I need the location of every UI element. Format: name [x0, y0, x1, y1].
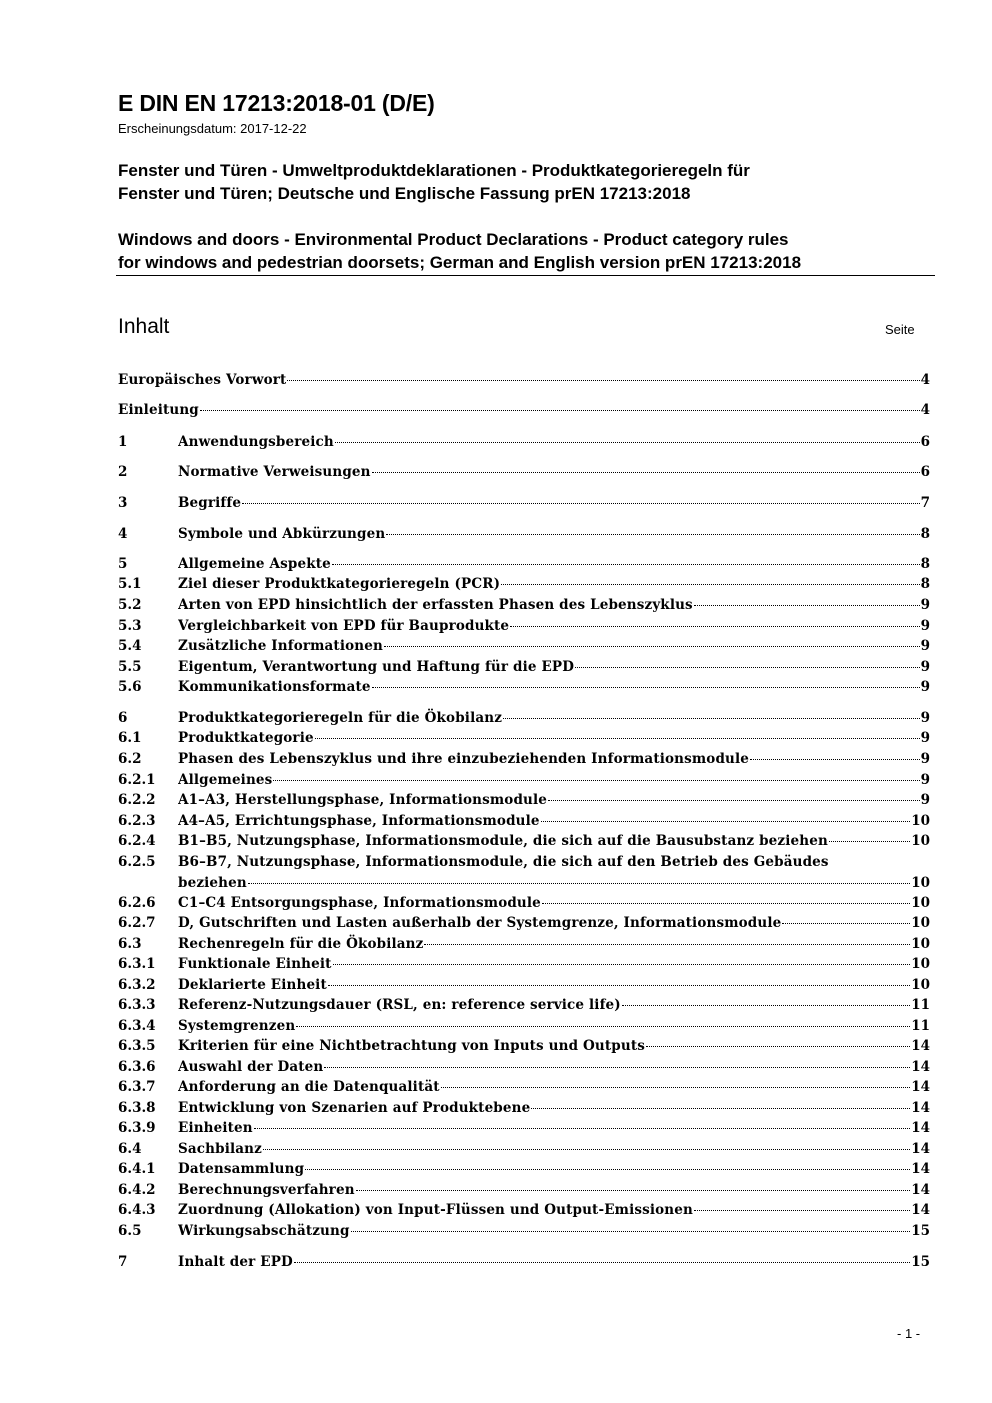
toc-entry-page: 10 [911, 895, 930, 911]
toc-dot-leader [622, 1004, 910, 1006]
toc-entry-number: 2 [118, 464, 128, 480]
toc-dot-leader [328, 984, 910, 986]
toc-entry-page: 6 [920, 434, 930, 450]
toc-heading: Inhalt [118, 315, 170, 338]
toc-dot-leader [510, 625, 919, 627]
title-german-line-1: Fenster und Türen - Umweltproduktdeklarationen - Produktkategorieregeln für [118, 161, 750, 180]
toc-entry-number: 6.5 [118, 1223, 142, 1239]
toc-entry-title: Auswahl der Daten [178, 1059, 324, 1075]
toc-entry[interactable] [118, 677, 930, 697]
toc-entry-page: 10 [911, 977, 930, 993]
toc-entry-title: Zuordnung (Allokation) von Input-Flüssen und Output-Emissionen [178, 1202, 693, 1218]
toc-entry-number: 6.3.5 [118, 1038, 156, 1054]
toc-entry-number: 6.3.2 [118, 977, 156, 993]
toc-dot-leader [503, 717, 920, 719]
toc-entry[interactable] [118, 493, 930, 513]
title-english-line-2: for windows and pedestrian doorsets; German and English version prEN 17213:2018 [118, 253, 802, 272]
toc-entry-page: 9 [920, 730, 930, 746]
toc-entry-title: C1–C4 Entsorgungsphase, Informationsmodule [178, 895, 541, 911]
toc-entry-page: 10 [911, 813, 930, 829]
toc-entry-continuation[interactable] [118, 873, 930, 893]
toc-entry-title: A4–A5, Errichtungsphase, Informationsmodule [178, 813, 540, 829]
toc-entry[interactable] [118, 524, 930, 544]
toc-entry-title: Eigentum, Verantwortung und Haftung für die EPD [178, 659, 575, 675]
toc-entry-page: 10 [911, 915, 930, 931]
title-german [118, 159, 938, 205]
toc-dot-leader [424, 943, 910, 945]
toc-entry[interactable] [118, 462, 930, 482]
toc-entry-number: 6.2.3 [118, 813, 156, 829]
toc-entry-number: 6.4 [118, 1141, 142, 1157]
title-german-line-2: Fenster und Türen; Deutsche und Englische Fassung prEN 17213:2018 [118, 184, 691, 203]
toc-entry[interactable] [118, 708, 930, 728]
toc-dot-leader [356, 1189, 911, 1191]
toc-dot-leader [782, 922, 910, 924]
toc-entry-title: Phasen des Lebenszyklus und ihre einzubeziehenden Informationsmodule [178, 751, 750, 767]
toc-dot-leader [254, 1127, 910, 1129]
toc-entry-title-continuation: beziehen [178, 875, 247, 891]
toc-entry[interactable] [118, 657, 930, 677]
document-id: E DIN EN 17213:2018-01 (D/E) [118, 90, 435, 116]
toc-entry-number: 6.3.9 [118, 1120, 156, 1136]
toc-entry-title: Kommunikationsformate [178, 679, 371, 695]
toc-entry-number: 5.5 [118, 659, 142, 675]
toc-entry-page: 10 [911, 833, 930, 849]
toc-entry-title: Systemgrenzen [178, 1018, 296, 1034]
toc-entry-page: 15 [911, 1223, 930, 1239]
toc-entry-title: D, Gutschriften und Lasten außerhalb der Systemgrenze, Informationsmodule [178, 915, 782, 931]
toc-entry[interactable] [118, 554, 930, 574]
toc-entry[interactable] [118, 1252, 930, 1272]
toc-entry-page: 14 [911, 1161, 930, 1177]
toc-entry-page: 15 [911, 1254, 930, 1270]
toc-entry-page: 7 [920, 495, 930, 511]
toc-entry-title: Anforderung an die Datenqualität [178, 1079, 440, 1095]
toc-dot-leader [335, 441, 920, 443]
toc-dot-leader [694, 1209, 910, 1211]
toc-entry-page: 14 [911, 1038, 930, 1054]
toc-entry[interactable] [118, 1200, 930, 1220]
toc-dot-leader [750, 758, 920, 760]
toc-entry-title: A1–A3, Herstellungsphase, Informationsmodule [178, 792, 548, 808]
toc-entry-title: Anwendungsbereich [178, 434, 334, 450]
toc-dot-leader [200, 409, 920, 411]
toc-entry-title: Produktkategorie [178, 730, 314, 746]
publication-date: Erscheinungsdatum: 2017-12-22 [118, 121, 307, 136]
toc-entry-page: 6 [920, 464, 930, 480]
toc-entry-page: 4 [920, 402, 930, 418]
toc-entry-page: 14 [911, 1100, 930, 1116]
title-english [118, 228, 938, 274]
title-english-line-1: Windows and doors - Environmental Product Declarations - Product category rules [118, 230, 789, 249]
toc-dot-leader [575, 666, 920, 668]
title-divider [116, 275, 935, 276]
toc-dot-leader [242, 502, 920, 504]
toc-entry-title: Allgemeine Aspekte [178, 556, 331, 572]
toc-dot-leader [694, 604, 920, 606]
toc-entry-number: 6 [118, 710, 128, 726]
toc-entry-number: 6.2.5 [118, 854, 156, 870]
toc-entry-title: Vergleichbarkeit von EPD für Bauprodukte [178, 618, 510, 634]
toc-entry-title: Sachbilanz [178, 1141, 262, 1157]
toc-entry-page: 10 [911, 956, 930, 972]
toc-entry-number: 6.4.2 [118, 1182, 156, 1198]
toc-entry-page: 10 [911, 875, 930, 891]
toc-entry-title: Allgemeines [178, 772, 273, 788]
toc-entry-title: Kriterien für eine Nichtbetrachtung von Inputs und Outputs [178, 1038, 645, 1054]
toc-entry[interactable] [118, 1098, 930, 1118]
toc-entry-page: 8 [920, 526, 930, 542]
toc-entry-number: 6.2.6 [118, 895, 156, 911]
toc-dot-leader [501, 583, 919, 585]
toc-entry[interactable] [118, 770, 930, 790]
toc-entry-number: 6.3.8 [118, 1100, 156, 1116]
toc-entry-page: 14 [911, 1182, 930, 1198]
toc-dot-leader [441, 1086, 911, 1088]
toc-entry[interactable] [118, 913, 930, 933]
toc-entry-number: 5 [118, 556, 128, 572]
toc-entry-number: 5.6 [118, 679, 142, 695]
toc-entry-number: 5.2 [118, 597, 142, 613]
toc-entry[interactable] [118, 1036, 930, 1056]
toc-entry-number: 3 [118, 495, 128, 511]
toc-entry-title: B1–B5, Nutzungsphase, Informationsmodule, die sich auf die Bausubstanz beziehen [178, 833, 828, 849]
toc-dot-leader [294, 1261, 910, 1263]
toc-entry-title: Einleitung [118, 402, 199, 418]
toc-entry-number: 6.3.6 [118, 1059, 156, 1075]
toc-entry[interactable] [118, 893, 930, 913]
toc-dot-leader [829, 840, 910, 842]
toc-entry-number: 4 [118, 526, 128, 542]
toc-entry-number: 6.4.1 [118, 1161, 156, 1177]
toc-dot-leader [548, 799, 920, 801]
toc-dot-leader [273, 779, 919, 781]
toc-entry-title: Arten von EPD hinsichtlich der erfassten Phasen des Lebenszyklus [178, 597, 693, 613]
toc-entry[interactable] [118, 636, 930, 656]
toc-entry-title: Rechenregeln für die Ökobilanz [178, 936, 424, 952]
toc-entry-page: 9 [920, 772, 930, 788]
toc-entry-title: Begriffe [178, 495, 242, 511]
toc-entry-number: 6.4.3 [118, 1202, 156, 1218]
toc-dot-leader [248, 882, 910, 884]
toc-entry-title: Funktionale Einheit [178, 956, 332, 972]
toc-entry[interactable] [118, 574, 930, 594]
toc-entry-number: 6.3.4 [118, 1018, 156, 1034]
toc-entry[interactable] [118, 1139, 930, 1159]
toc-entry[interactable] [118, 1180, 930, 1200]
toc-entry-title: Europäisches Vorwort [118, 372, 287, 388]
toc-entry-page: 11 [911, 1018, 930, 1034]
toc-entry-title: Symbole und Abkürzungen [178, 526, 386, 542]
toc-entry-title: Ziel dieser Produktkategorieregeln (PCR) [178, 576, 501, 592]
toc-entry-number: 6.3.7 [118, 1079, 156, 1095]
toc-entry-number: 6.2 [118, 751, 142, 767]
toc-entry[interactable] [118, 749, 930, 769]
toc-entry-title: Inhalt der EPD [178, 1254, 293, 1270]
toc-entry-page: 8 [920, 556, 930, 572]
toc-entry-title: Datensammlung [178, 1161, 305, 1177]
toc-dot-leader [531, 1107, 910, 1109]
toc-entry-title: Wirkungsabschätzung [178, 1223, 350, 1239]
toc-entry[interactable] [118, 728, 930, 748]
toc-entry-title: Zusätzliche Informationen [178, 638, 383, 654]
toc-entry-page: 11 [911, 997, 930, 1013]
footer-page-number: - 1 - [897, 1326, 921, 1341]
toc-entry-number: 5.4 [118, 638, 142, 654]
toc-entry-number: 5.3 [118, 618, 142, 634]
toc-entry-page: 14 [911, 1141, 930, 1157]
toc-entry-number: 6.2.7 [118, 915, 156, 931]
toc-dot-leader [542, 902, 910, 904]
toc-entry-title: Berechnungsverfahren [178, 1182, 355, 1198]
toc-entry-page: 9 [920, 792, 930, 808]
toc-entry[interactable] [118, 995, 930, 1015]
toc-entry-number: 1 [118, 434, 128, 450]
toc-entry-page: 9 [920, 679, 930, 695]
toc-entry-number: 6.3.3 [118, 997, 156, 1013]
toc-entry[interactable] [118, 595, 930, 615]
toc-entry[interactable] [118, 400, 930, 420]
toc-entry-page: 14 [911, 1202, 930, 1218]
toc-entry-title: Normative Verweisungen [178, 464, 371, 480]
toc-entry-page: 9 [920, 710, 930, 726]
toc-entry[interactable] [118, 1077, 930, 1097]
toc-entry[interactable] [118, 811, 930, 831]
toc-entry[interactable] [118, 934, 930, 954]
toc-entry[interactable] [118, 954, 930, 974]
toc-dot-leader [296, 1025, 910, 1027]
toc-dot-leader [324, 1066, 910, 1068]
toc-dot-leader [646, 1045, 910, 1047]
toc-entry-title: Einheiten [178, 1120, 253, 1136]
toc-dot-leader [386, 533, 919, 535]
toc-dot-leader [332, 563, 920, 565]
toc-entry-title: Referenz-Nutzungsdauer (RSL, en: reference service life) [178, 997, 621, 1013]
toc-entry[interactable] [118, 370, 930, 390]
toc-entry-page: 9 [920, 597, 930, 613]
toc-entry[interactable] [118, 831, 930, 851]
toc-entry-title: Produktkategorieregeln für die Ökobilanz [178, 710, 503, 726]
toc-dot-leader [263, 1148, 910, 1150]
toc-entry-page: 8 [920, 576, 930, 592]
toc-entry-page: 14 [911, 1079, 930, 1095]
toc-entry-number: 6.1 [118, 730, 142, 746]
toc-entry-number: 6.2.2 [118, 792, 156, 808]
toc-entry-title: B6–B7, Nutzungsphase, Informationsmodule, die sich auf den Betrieb des Gebäudes [178, 854, 829, 870]
toc-entry-page: 9 [920, 751, 930, 767]
toc-entry[interactable] [118, 1057, 930, 1077]
toc-entry[interactable] [118, 1159, 930, 1179]
toc-entry-number: 5.1 [118, 576, 142, 592]
toc-entry-title: Entwicklung von Szenarien auf Produktebene [178, 1100, 531, 1116]
toc-entry-page: 9 [920, 638, 930, 654]
toc-dot-leader [305, 1168, 910, 1170]
toc-entry[interactable] [118, 1221, 930, 1241]
toc-entry[interactable] [118, 852, 930, 872]
toc-dot-leader [351, 1230, 911, 1232]
toc-entry-number: 6.2.1 [118, 772, 156, 788]
toc-entry-page: 9 [920, 618, 930, 634]
toc-entry-page: 14 [911, 1120, 930, 1136]
toc-entry-page: 14 [911, 1059, 930, 1075]
toc-entry[interactable] [118, 432, 930, 452]
toc-entry-title: Deklarierte Einheit [178, 977, 327, 993]
toc-entry-number: 6.2.4 [118, 833, 156, 849]
toc-page-column-label: Seite [885, 322, 915, 337]
toc-entry[interactable] [118, 790, 930, 810]
toc-entry[interactable] [118, 616, 930, 636]
toc-dot-leader [287, 379, 919, 381]
toc-entry-page: 9 [920, 659, 930, 675]
toc-entry-page: 4 [920, 372, 930, 388]
toc-dot-leader [372, 471, 920, 473]
toc-entry-page: 10 [911, 936, 930, 952]
toc-entry[interactable] [118, 1016, 930, 1036]
toc-entry-number: 6.3 [118, 936, 142, 952]
toc-dot-leader [372, 686, 920, 688]
toc-entry-number: 6.3.1 [118, 956, 156, 972]
toc-dot-leader [315, 737, 920, 739]
toc-entry[interactable] [118, 1118, 930, 1138]
toc-dot-leader [541, 820, 911, 822]
toc-dot-leader [333, 963, 911, 965]
toc-entry-number: 7 [118, 1254, 128, 1270]
toc-dot-leader [384, 645, 920, 647]
toc-entry[interactable] [118, 975, 930, 995]
